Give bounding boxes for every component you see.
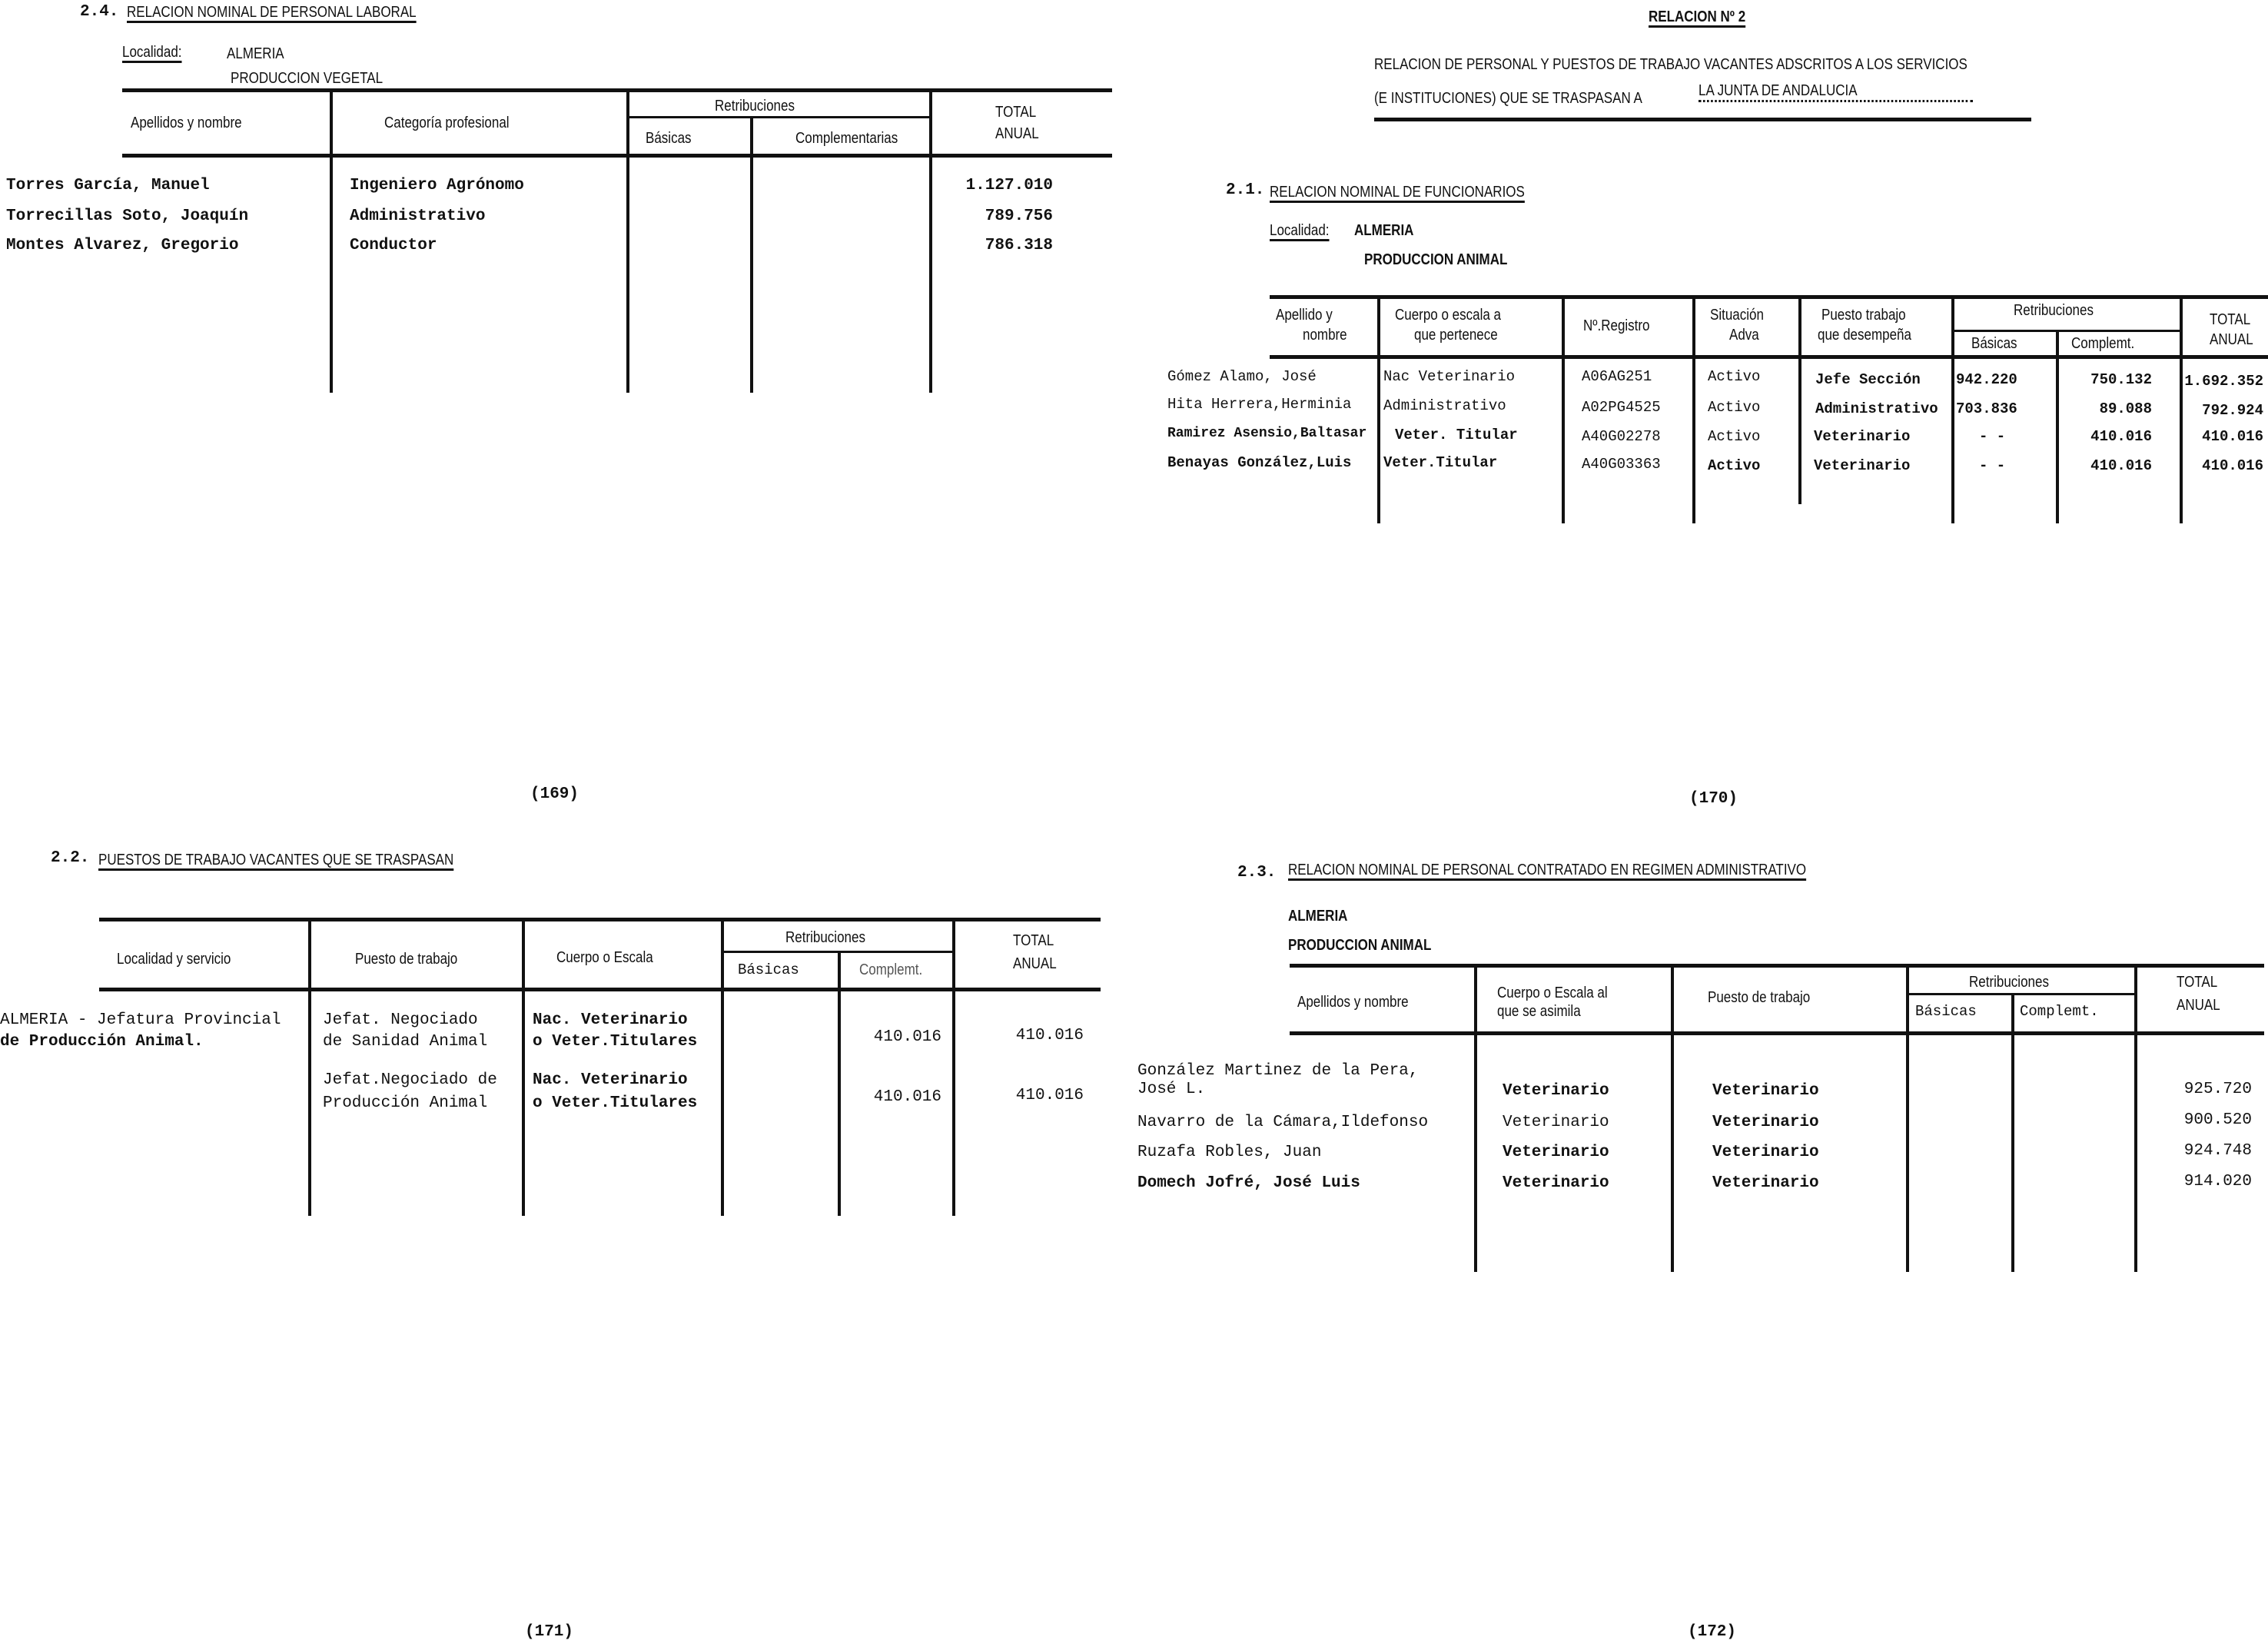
row-registro: A40G03363: [1582, 456, 1661, 473]
row-total: 410.016: [2202, 428, 2263, 445]
row-name: Hita Herrera,Herminia: [1167, 396, 1352, 413]
row-cuerpo: Veter. Titular: [1395, 427, 1518, 443]
row-name: Benayas González,Luis: [1167, 454, 1352, 471]
header-sub-rule: [1908, 993, 2136, 995]
header-bottom-rule: [99, 988, 1101, 991]
table-top-rule: [1270, 295, 2268, 299]
section-heading: RELACION NOMINAL DE FUNCIONARIOS: [1270, 184, 1525, 201]
relacion-number: RELACION Nº 2: [1649, 8, 1746, 25]
row-total: 925.720: [2183, 1081, 2252, 1098]
intro-line-1: RELACION DE PERSONAL Y PUESTOS DE TRABAJO VACANTES ADSCRITOS A LOS SERVICIOS: [1374, 56, 1967, 73]
row-cuerpo: Nac. Veterinario: [533, 1071, 688, 1089]
row-total: 900.520: [2183, 1111, 2252, 1129]
localidad-value: ALMERIA: [227, 45, 284, 62]
header-bottom-rule: [122, 154, 1112, 158]
row-total: 1.127.010: [965, 177, 1053, 194]
header-localidad: Localidad y servicio: [117, 951, 231, 968]
header-cuerpo: Cuerpo o Escala al: [1497, 985, 1608, 1001]
header-complemt: Complemt.: [859, 961, 923, 978]
row-cuerpo: o Veter.Titulares: [533, 1033, 698, 1051]
header-situacion: Adva: [1729, 327, 1759, 344]
column-divider: [2056, 330, 2059, 523]
row-total: 410.016: [1015, 1027, 1084, 1044]
row-name: Torres García, Manuel: [6, 177, 210, 194]
header-bottom-rule: [1270, 355, 2268, 359]
header-retribuciones: Retribuciones: [715, 98, 795, 115]
row-puesto: Veterinario: [1814, 428, 1911, 445]
row-name: Ruzafa Robles, Juan: [1137, 1144, 1322, 1161]
header-complemt: Complemt.: [2071, 335, 2135, 352]
section-number: 2.3.: [1237, 864, 1277, 882]
section-heading: PUESTOS DE TRABAJO VACANTES QUE SE TRASPASAN: [98, 852, 454, 868]
header-basicas: Básicas: [646, 130, 692, 147]
header-cuerpo: Cuerpo o escala a: [1395, 307, 1501, 324]
row-situacion: Activo: [1708, 368, 1761, 385]
column-divider: [721, 921, 724, 1216]
row-cuerpo: Veterinario: [1503, 1174, 1609, 1192]
localidad-value: ALMERIA: [1354, 222, 1414, 239]
section-heading: RELACION NOMINAL DE PERSONAL CONTRATADO EN REGIMEN ADMINISTRATIVO: [1288, 862, 1807, 878]
row-name: González Martinez de la Pera,: [1137, 1062, 1419, 1080]
column-divider: [1692, 297, 1695, 523]
header-retribuciones: Retribuciones: [2014, 302, 2094, 319]
header-registro: Nº.Registro: [1583, 317, 1650, 334]
row-puesto: Administrativo: [1815, 400, 1938, 417]
row-total: 410.016: [1015, 1087, 1084, 1104]
row-total: 914.020: [2183, 1173, 2252, 1190]
header-sub-rule: [628, 116, 931, 118]
row-complemt: 89.088: [2099, 400, 2152, 417]
row-registro: A02PG4525: [1582, 399, 1661, 416]
servicio: PRODUCCION ANIMAL: [1364, 251, 1508, 268]
column-divider: [1906, 967, 1909, 1272]
row-total: 924.748: [2183, 1142, 2252, 1160]
row-cuerpo: Administrativo: [1383, 397, 1506, 414]
row-complemt: 410.016: [2090, 457, 2152, 474]
row-situacion: Activo: [1708, 428, 1761, 445]
header-retribuciones: Retribuciones: [1969, 974, 2049, 991]
row-puesto: Jefat. Negociado: [323, 1011, 478, 1029]
header-name: Apellidos y nombre: [131, 115, 242, 131]
header-puesto: Puesto de trabajo: [355, 951, 458, 968]
row-basicas: 703.836: [1956, 400, 2017, 417]
row-complemt: 410.016: [873, 1028, 941, 1046]
header-anual: ANUAL: [2177, 997, 2220, 1014]
row-category: Ingeniero Agrónomo: [350, 177, 524, 194]
row-registro: A40G02278: [1582, 428, 1661, 445]
row-puesto: Veterinario: [1712, 1174, 1819, 1192]
header-puesto: que desempeña: [1818, 327, 1911, 344]
section-heading: RELACION NOMINAL DE PERSONAL LABORAL: [127, 4, 417, 21]
row-puesto: Veterinario: [1712, 1144, 1819, 1161]
header-puesto: Puesto trabajo: [1821, 307, 1906, 324]
column-divider: [2134, 967, 2137, 1272]
header-name: nombre: [1303, 327, 1347, 344]
header-total: TOTAL: [1013, 932, 1054, 949]
header-category: Categoría profesional: [384, 115, 510, 131]
header-cuerpo: Cuerpo o Escala: [556, 949, 653, 966]
header-situacion: Situación: [1710, 307, 1764, 324]
column-divider: [1951, 297, 1954, 523]
column-divider: [1798, 297, 1801, 504]
header-sub-rule: [1953, 330, 2181, 332]
header-name: Apellidos y nombre: [1297, 994, 1409, 1011]
row-cuerpo: Veterinario: [1503, 1144, 1609, 1161]
column-divider: [838, 952, 841, 1216]
row-puesto: Veterinario: [1712, 1114, 1819, 1131]
header-retribuciones: Retribuciones: [785, 929, 865, 946]
servicio: PRODUCCION ANIMAL: [1288, 937, 1432, 954]
header-anual: ANUAL: [1013, 955, 1057, 972]
header-basicas: Básicas: [1971, 335, 2017, 352]
column-divider: [952, 921, 955, 1216]
row-cuerpo: Nac. Veterinario: [533, 1011, 688, 1029]
header-anual: ANUAL: [995, 125, 1039, 142]
row-category: Administrativo: [350, 208, 486, 225]
row-name: Montes Alvarez, Gregorio: [6, 237, 239, 254]
row-total: 786.318: [985, 237, 1053, 254]
row-name: Torrecillas Soto, Joaquín: [6, 208, 249, 225]
header-total: TOTAL: [2210, 311, 2251, 328]
row-total: 792.924: [2202, 402, 2263, 419]
column-divider: [1562, 297, 1565, 523]
section-number: 2.1.: [1226, 181, 1265, 199]
page-number: (171): [525, 1623, 574, 1641]
row-total: 410.016: [2202, 457, 2263, 474]
table-top-rule: [122, 88, 1112, 92]
intro-rule: [1374, 118, 2031, 121]
row-situacion: Activo: [1708, 399, 1761, 416]
row-name: Domech Jofré, José Luis: [1137, 1174, 1360, 1192]
header-cuerpo: que se asimila: [1497, 1003, 1581, 1020]
localidad-line-2: de Producción Animal.: [0, 1033, 204, 1051]
row-basicas: 942.220: [1956, 371, 2017, 388]
header-bottom-rule: [1290, 1031, 2264, 1035]
localidad-label: Localidad:: [122, 44, 182, 61]
column-divider: [929, 90, 932, 393]
column-divider: [750, 117, 753, 393]
header-basicas: Básicas: [738, 961, 799, 978]
header-name: Apellido y: [1276, 307, 1333, 324]
section-number: 2.2.: [51, 849, 90, 867]
row-basicas: - -: [1979, 428, 2006, 445]
header-puesto: Puesto de trabajo: [1708, 989, 1811, 1006]
row-name: Navarro de la Cámara,Ildefonso: [1137, 1114, 1429, 1131]
column-divider: [1377, 297, 1380, 523]
row-name: Ramirez Asensio,Baltasar: [1167, 426, 1367, 441]
row-name: Gómez Alamo, José: [1167, 368, 1317, 385]
row-total: 789.756: [985, 208, 1053, 225]
column-divider: [2011, 995, 2014, 1272]
intro-line-2: (E INSTITUCIONES) QUE SE TRASPASAN A: [1374, 90, 1642, 107]
header-complemt: Complemt.: [2020, 1003, 2099, 1020]
table-top-rule: [99, 918, 1101, 921]
column-divider: [308, 921, 311, 1216]
row-registro: A06AG251: [1582, 368, 1652, 385]
page-number: (170): [1689, 790, 1738, 808]
row-puesto: Jefe Sección: [1815, 371, 1921, 388]
table-top-rule: [1290, 964, 2264, 968]
servicio: PRODUCCION VEGETAL: [231, 70, 384, 87]
header-complementarias: Complementarias: [795, 130, 898, 147]
header-total: TOTAL: [2177, 974, 2218, 991]
column-divider: [1671, 967, 1674, 1272]
row-basicas: - -: [1979, 457, 2006, 474]
row-total: 1.692.352: [2184, 373, 2263, 390]
recipient: LA JUNTA DE ANDALUCIA: [1699, 81, 1973, 102]
header-basicas: Básicas: [1915, 1003, 1977, 1020]
localidad-line-1: ALMERIA - Jefatura Provincial: [0, 1011, 281, 1029]
row-puesto: de Sanidad Animal: [323, 1033, 488, 1051]
row-cuerpo: o Veter.Titulares: [533, 1094, 698, 1112]
header-cuerpo: que pertenece: [1414, 327, 1498, 344]
row-cuerpo: Veterinario: [1503, 1114, 1609, 1131]
page-number: (169): [530, 785, 579, 803]
header-anual: ANUAL: [2210, 331, 2253, 348]
localidad-label: Localidad:: [1270, 222, 1330, 239]
row-category: Conductor: [350, 237, 437, 254]
row-cuerpo: Veterinario: [1503, 1082, 1609, 1100]
column-divider: [626, 90, 629, 393]
row-complemt: 410.016: [2090, 428, 2152, 445]
page-number: (172): [1688, 1623, 1737, 1641]
row-puesto: Veterinario: [1712, 1082, 1819, 1100]
row-cuerpo: Nac Veterinario: [1383, 368, 1516, 385]
row-situacion: Activo: [1708, 457, 1761, 474]
header-total: TOTAL: [995, 104, 1037, 121]
section-number: 2.4.: [80, 3, 119, 21]
column-divider: [522, 921, 525, 1216]
column-divider: [330, 90, 333, 393]
row-complemt: 750.132: [2090, 371, 2152, 388]
localidad-value: ALMERIA: [1288, 908, 1348, 925]
row-complemt: 410.016: [873, 1088, 941, 1106]
row-puesto: Jefat.Negociado de: [323, 1071, 497, 1089]
row-puesto: Producción Animal: [323, 1094, 488, 1112]
row-puesto: Veterinario: [1814, 457, 1911, 474]
row-name: José L.: [1137, 1081, 1206, 1098]
column-divider: [1474, 967, 1477, 1272]
row-cuerpo: Veter.Titular: [1383, 454, 1498, 471]
